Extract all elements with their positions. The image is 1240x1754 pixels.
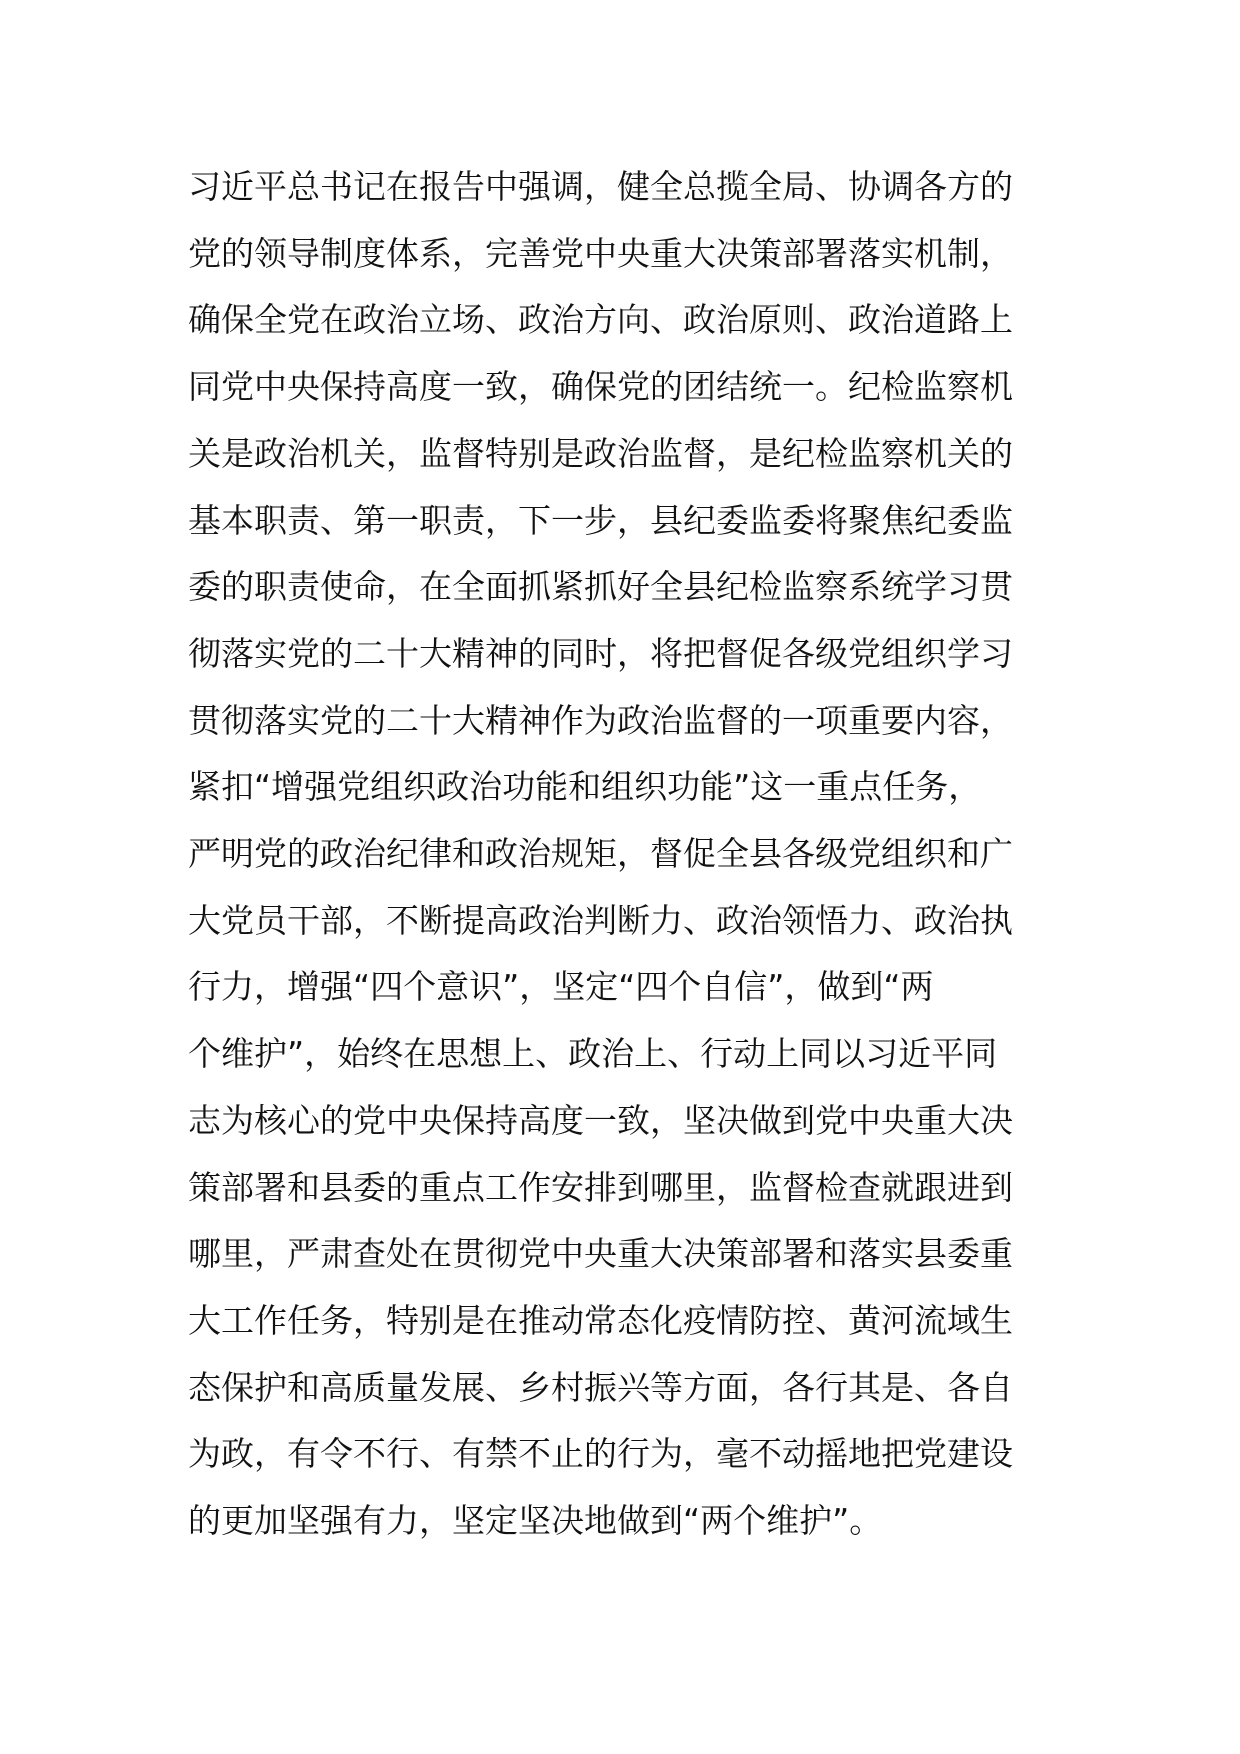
paragraph-line: 为政，有令不行、有禁不止的行为，毫不动摇地把党建设 (188, 1434, 1013, 1474)
paragraph-line: 同党中央保持高度一致，确保党的团结统一。纪检监察机 (188, 367, 1013, 407)
body-paragraph (188, 154, 1068, 1555)
paragraph-line: 基本职责、第一职责，下一步，县纪委监委将聚焦纪委监 (188, 500, 1013, 540)
paragraph-line: 哪里，严肃查处在贯彻党中央重大决策部署和落实县委重 (188, 1234, 1013, 1274)
paragraph-line: 紧扣“增强党组织政治功能和组织功能”这一重点任务， (188, 767, 982, 807)
paragraph-line: 的更加坚强有力，坚定坚决地做到“两个维护”。 (188, 1501, 883, 1541)
paragraph-line: 委的职责使命，在全面抓紧抓好全县纪检监察系统学习贯 (188, 567, 1013, 607)
paragraph-line: 行力，增强“四个意识”，坚定“四个自信”，做到“两 (188, 967, 934, 1007)
paragraph-line: 彻落实党的二十大精神的同时，将把督促各级党组织学习 (188, 633, 1013, 673)
paragraph-line: 贯彻落实党的二十大精神作为政治监督的一项重要内容， (188, 700, 1013, 740)
paragraph-line: 大党员干部，不断提高政治判断力、政治领悟力、政治执 (188, 900, 1013, 940)
paragraph-line: 确保全党在政治立场、政治方向、政治原则、政治道路上 (188, 300, 1013, 340)
paragraph-line: 策部署和县委的重点工作安排到哪里，监督检查就跟进到 (188, 1167, 1013, 1207)
paragraph-line: 习近平总书记在报告中强调，健全总揽全局、协调各方的 (188, 167, 1013, 206)
paragraph-line: 大工作任务，特别是在推动常态化疫情防控、黄河流域生 (188, 1300, 1013, 1340)
paragraph-line: 党的领导制度体系，完善党中央重大决策部署落实机制， (188, 233, 1013, 273)
paragraph-line: 态保护和高质量发展、乡村振兴等方面，各行其是、各自 (188, 1367, 1013, 1407)
paragraph-line: 严明党的政治纪律和政治规矩，督促全县各级党组织和广 (188, 834, 1013, 874)
paragraph-line: 志为核心的党中央保持高度一致，坚决做到党中央重大决 (188, 1100, 1013, 1140)
paragraph-line: 个维护”，始终在思想上、政治上、行动上同以习近平同 (188, 1034, 998, 1074)
paragraph-line: 关是政治机关，监督特别是政治监督，是纪检监察机关的 (188, 433, 1013, 473)
